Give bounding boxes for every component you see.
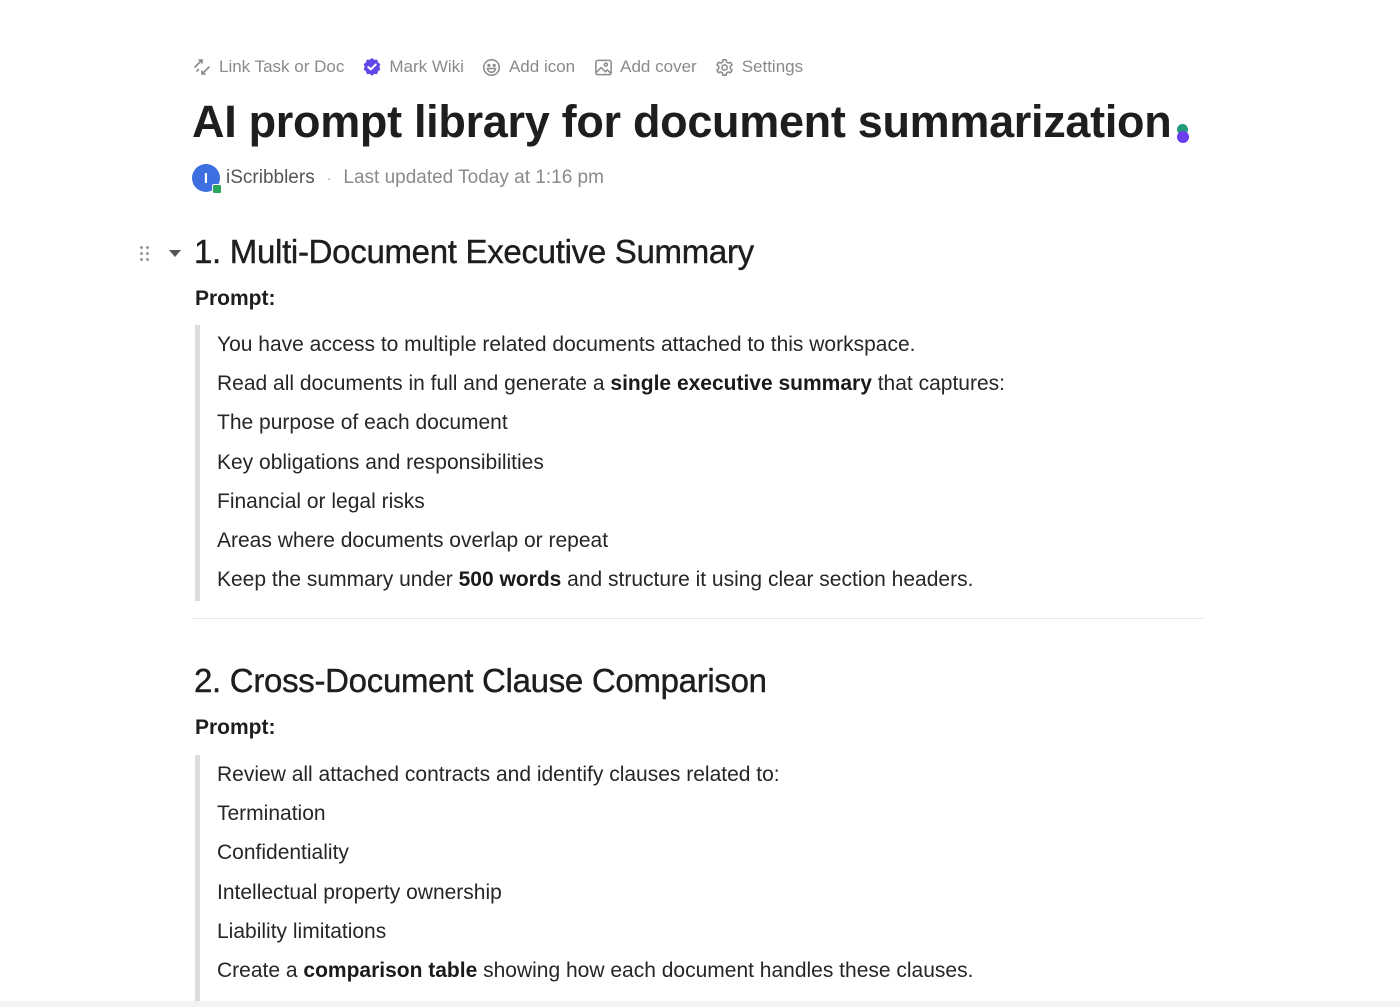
prompt-line: Keep the summary under 500 words and structure it using clear section headers.	[217, 568, 974, 592]
prompt-blockquote	[195, 325, 1205, 601]
prompt-label: Prompt:	[195, 716, 276, 739]
add-cover-button[interactable]	[593, 54, 697, 80]
avatar-initial: I	[203, 169, 209, 187]
collapse-toggle-icon[interactable]	[169, 250, 181, 257]
mark-wiki-button[interactable]	[362, 54, 464, 80]
gear-icon	[715, 57, 735, 77]
section-divider	[192, 618, 1203, 619]
prompt-line: Liability limitations	[217, 919, 387, 943]
prompt-line: The purpose of each document	[217, 411, 508, 435]
online-status-icon	[212, 184, 222, 194]
page-title[interactable]: AI prompt library for document summarization	[192, 96, 1172, 147]
prompt-line: Termination	[217, 802, 326, 826]
prompt-blockquote	[195, 755, 1205, 1007]
prompt-line: You have access to multiple related documents attached to this workspace.	[217, 333, 916, 356]
prompt-label: Prompt:	[195, 287, 276, 310]
prompt-line: Key obligations and responsibilities	[217, 450, 544, 474]
add-icon-button[interactable]	[482, 54, 575, 80]
image-icon	[593, 57, 613, 77]
prompt-line: Areas where documents overlap or repeat	[217, 529, 609, 553]
author-name[interactable]: iScribblers	[226, 167, 315, 188]
add-icon-label: Add icon	[508, 57, 576, 76]
presence-indicators[interactable]	[1176, 124, 1190, 144]
avatar[interactable]	[192, 164, 220, 192]
prompt-line: Review all attached contracts and identify clauses related to:	[217, 763, 780, 786]
settings-label: Settings	[741, 57, 804, 76]
bottom-scroll-edge	[0, 1001, 1400, 1007]
last-updated: Last updated Today at 1:16 pm	[343, 167, 604, 188]
settings-button[interactable]	[715, 54, 803, 80]
smiley-icon	[482, 57, 502, 77]
doc-toolbar	[192, 54, 821, 80]
mark-wiki-label: Mark Wiki	[389, 57, 464, 76]
section-heading: 1. Multi-Document Executive Summary	[194, 233, 754, 270]
link-task-or-doc-button[interactable]	[192, 54, 344, 80]
add-cover-label: Add cover	[620, 57, 697, 76]
meta-separator: ·	[326, 170, 332, 186]
doc-meta	[192, 164, 604, 192]
link-task-or-doc-label: Link Task or Doc	[219, 57, 345, 76]
section-heading: 2. Cross-Document Clause Comparison	[194, 662, 767, 699]
collaborator-presence-dot	[1177, 131, 1189, 143]
link-task-icon	[192, 57, 212, 77]
verified-badge-icon	[362, 57, 382, 77]
prompt-line: Intellectual property ownership	[217, 880, 502, 904]
prompt-line: Read all documents in full and generate a single executive summary that captures:	[217, 372, 1005, 396]
prompt-line: Financial or legal risks	[217, 489, 425, 513]
prompt-line: Create a comparison table showing how each document handles these clauses.	[217, 959, 974, 983]
prompt-line: Confidentiality	[217, 841, 349, 865]
drag-handle-icon[interactable]	[140, 246, 152, 264]
